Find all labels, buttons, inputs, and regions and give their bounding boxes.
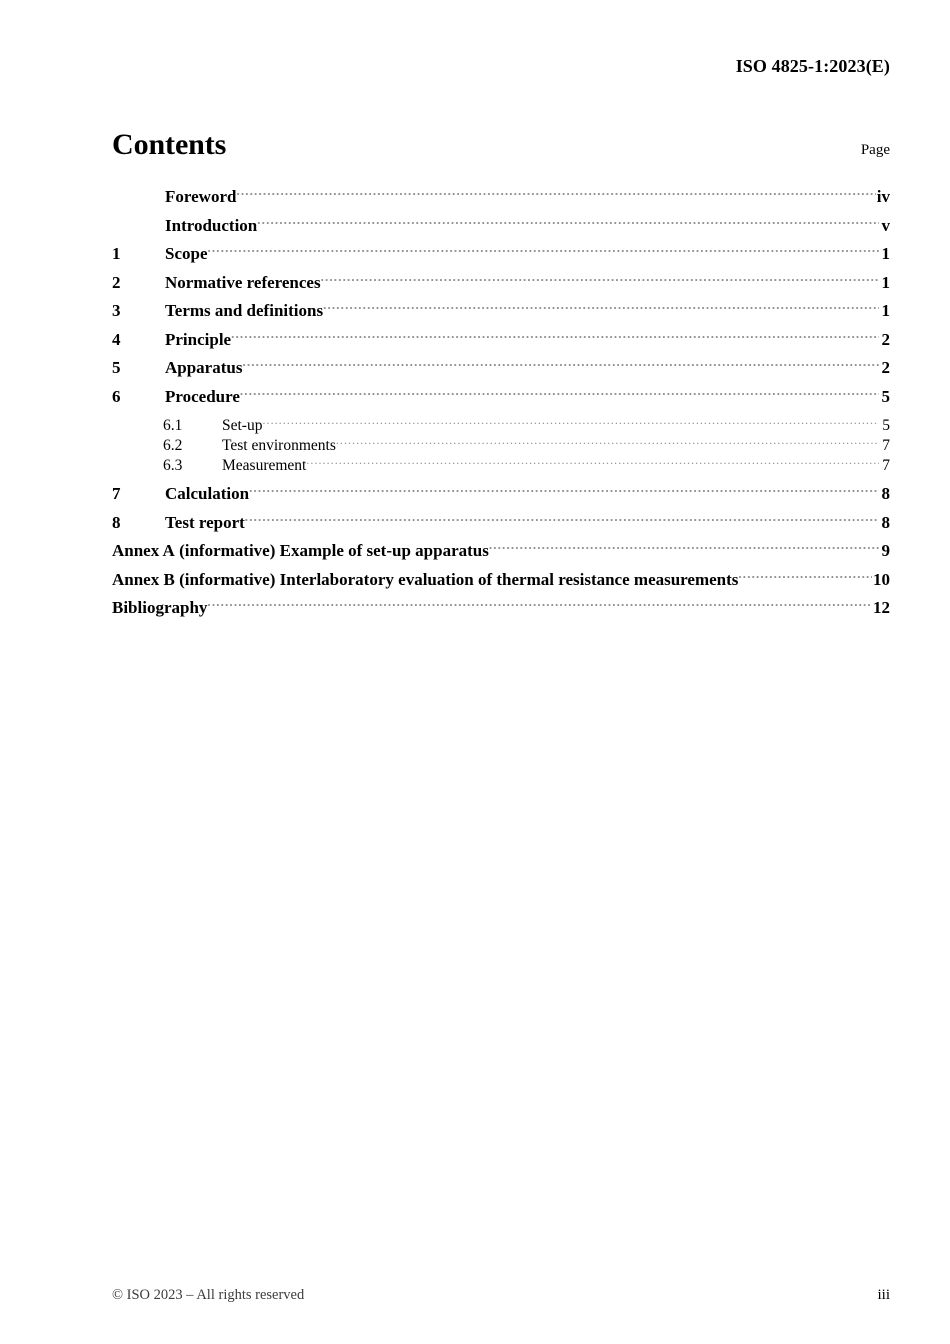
- dot-leader: [236, 185, 875, 202]
- toc-entry-label: Bibliography: [112, 598, 208, 617]
- toc-entry-number: 6.2: [163, 436, 183, 454]
- table-of-contents: [112, 185, 890, 625]
- toc-entry-label: Principle: [165, 329, 232, 349]
- toc-entry-page: 5: [882, 416, 890, 434]
- toc-entry-label: Terms and definitions: [165, 301, 324, 320]
- toc-entry-page: 8: [881, 512, 890, 532]
- toc-entry-page: 1: [881, 272, 890, 292]
- toc-entry-measurement[interactable]: [112, 454, 890, 474]
- dot-leader: [306, 454, 879, 470]
- document-header: [112, 56, 890, 77]
- dot-leader: [257, 214, 879, 231]
- toc-entry-number: 3: [112, 301, 121, 320]
- toc-entry-set-up[interactable]: [112, 414, 890, 434]
- toc-entry-number: 2: [112, 272, 121, 292]
- page-column-header: Page: [860, 142, 890, 158]
- toc-entry-annex-a[interactable]: [112, 539, 890, 568]
- toc-entry-normative-references[interactable]: [112, 271, 890, 300]
- toc-entry-page: 8: [881, 484, 890, 503]
- toc-entry-number: 4: [112, 329, 121, 349]
- page-title: Contents: [112, 128, 227, 161]
- standard-reference: ISO 4825-1:2023(E): [735, 56, 890, 76]
- toc-entry-number: 8: [112, 512, 121, 532]
- dot-leader: [321, 271, 879, 288]
- dot-leader: [323, 299, 879, 316]
- annex-title: Interlaboratory evaluation of thermal resistance measurements: [279, 569, 739, 589]
- footer-page-number: iii: [877, 1287, 890, 1303]
- toc-entry-number: 6: [112, 386, 121, 406]
- toc-entry-test-environments[interactable]: [112, 434, 890, 454]
- dot-leader: [245, 511, 879, 528]
- dot-leader: [262, 414, 879, 430]
- toc-entry-page: 2: [881, 358, 890, 377]
- toc-entry-page: 5: [881, 386, 890, 406]
- toc-entry-label: Test report: [165, 512, 245, 532]
- dot-leader: [240, 385, 879, 402]
- toc-entry-procedure[interactable]: [112, 385, 890, 414]
- contents-heading-block: [112, 128, 890, 162]
- toc-entry-calculation[interactable]: [112, 482, 890, 511]
- toc-entry-page: v: [881, 215, 890, 235]
- annex-status: (informative): [179, 541, 276, 560]
- toc-entry-introduction[interactable]: [112, 214, 890, 243]
- copyright-notice: © ISO 2023 – All rights reserved: [112, 1287, 305, 1303]
- toc-entry-principle[interactable]: [112, 328, 890, 357]
- dot-leader: [336, 434, 879, 450]
- toc-entry-label: Introduction: [165, 215, 258, 235]
- toc-entry-annex-b[interactable]: [112, 568, 890, 597]
- toc-entry-page: 12: [873, 598, 890, 617]
- toc-entry-test-report[interactable]: [112, 511, 890, 540]
- toc-entry-bibliography[interactable]: [112, 596, 890, 625]
- toc-entry-page: 1: [881, 301, 890, 320]
- toc-entry-number: 6.3: [163, 456, 183, 474]
- toc-entry-label: Foreword: [165, 187, 237, 206]
- dot-leader: [249, 482, 879, 499]
- toc-entry-page: 9: [881, 541, 890, 560]
- toc-entry-number: 5: [112, 358, 121, 377]
- dot-leader: [207, 596, 872, 613]
- toc-entry-number: 1: [112, 244, 121, 263]
- toc-entry-number: 6.1: [163, 416, 183, 434]
- dot-leader: [738, 568, 872, 585]
- toc-entry-page: iv: [876, 187, 890, 206]
- toc-entry-label: Procedure: [165, 386, 240, 406]
- dot-leader: [208, 242, 880, 259]
- toc-entry-label: Calculation: [165, 484, 250, 503]
- toc-entry-foreword[interactable]: [112, 185, 890, 214]
- toc-entry-number: 7: [112, 484, 121, 503]
- dot-leader: [489, 539, 879, 556]
- toc-entry-page: 10: [873, 569, 890, 589]
- dot-leader: [242, 356, 879, 373]
- toc-entry-label: Normative references: [165, 272, 321, 292]
- document-footer: [112, 1287, 890, 1304]
- toc-entry-page: 2: [881, 329, 890, 349]
- annex-label: Annex B: [112, 569, 175, 589]
- toc-entry-apparatus[interactable]: [112, 356, 890, 385]
- toc-entry-page: 7: [882, 456, 890, 474]
- toc-entry-label: Apparatus: [165, 358, 243, 377]
- dot-leader: [231, 328, 879, 345]
- annex-label: Annex A: [112, 541, 175, 560]
- toc-entry-page: 1: [881, 244, 890, 263]
- annex-title: Example of set-up apparatus: [279, 541, 489, 560]
- toc-entry-terms-and-definitions[interactable]: [112, 299, 890, 328]
- toc-entry-label: Measurement: [222, 456, 307, 474]
- toc-entry-label: Set-up: [222, 416, 263, 434]
- toc-entry-page: 7: [882, 436, 890, 454]
- toc-entry-label: Test environments: [222, 436, 336, 454]
- annex-status: (informative): [179, 569, 276, 589]
- toc-entry-label: Scope: [165, 244, 208, 263]
- toc-entry-scope[interactable]: [112, 242, 890, 271]
